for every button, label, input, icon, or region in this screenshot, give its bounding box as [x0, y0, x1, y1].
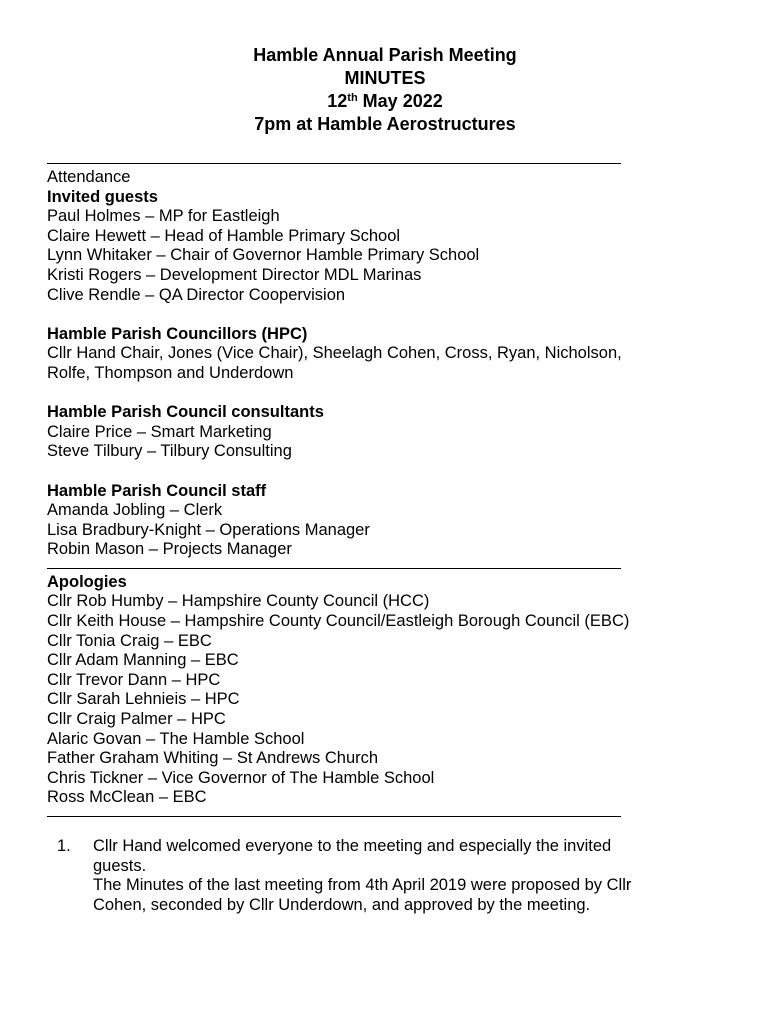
staff-member: Amanda Jobling – Clerk: [47, 501, 223, 520]
item-text-line: Cohen, seconded by Cllr Underdown, and approved by the meeting.: [93, 895, 591, 914]
apologies-heading: Apologies: [47, 572, 127, 591]
document-title: Hamble Annual Parish Meeting: [253, 45, 517, 65]
consultants-heading: Hamble Parish Council consultants: [47, 403, 324, 422]
date-rest: May 2022: [357, 91, 443, 111]
invited-guest: Clive Rendle – QA Director Coopervision: [47, 285, 346, 304]
date-day: 12: [327, 91, 348, 111]
date-suffix: th: [347, 92, 358, 104]
invited-guest: Claire Hewett – Head of Hamble Primary School: [47, 226, 401, 245]
consultant: Claire Price – Smart Marketing: [47, 422, 272, 441]
apology-item: Cllr Tonia Craig – EBC: [47, 631, 212, 650]
document-body: [47, 150, 737, 915]
apology-item: Alaric Govan – The Hamble School: [47, 729, 305, 748]
item-text-line: The Minutes of the last meeting from 4th April 2019 were proposed by Cllr: [93, 876, 632, 895]
staff-member: Lisa Bradbury-Knight – Operations Manager: [47, 520, 370, 539]
apology-item: Cllr Keith House – Hampshire County Council/Eastleigh Borough Council (EBC): [47, 612, 630, 631]
apology-item: Cllr Rob Humby – Hampshire County Council (HCC): [47, 592, 430, 611]
minutes-item-1: [57, 837, 737, 915]
item-text-line: Cllr Hand welcomed everyone to the meeting and especially the invited: [93, 837, 612, 855]
councillors-line: Cllr Hand Chair, Jones (Vice Chair), Sheelagh Cohen, Cross, Ryan, Nicholson,: [47, 344, 622, 363]
attendance-label: Attendance: [47, 168, 131, 186]
item-body: [93, 837, 713, 915]
consultant: Steve Tilbury – Tilbury Consulting: [47, 442, 292, 461]
councillors-heading: Hamble Parish Councillors (HPC): [47, 324, 308, 343]
item-number: 1.: [57, 837, 71, 855]
apology-item: Cllr Craig Palmer – HPC: [47, 710, 226, 729]
divider: [47, 808, 621, 817]
meeting-date: [0, 90, 770, 113]
divider: [47, 150, 621, 164]
invited-guest: Lynn Whitaker – Chair of Governor Hamble Primary School: [47, 246, 480, 265]
staff-member: Robin Mason – Projects Manager: [47, 540, 292, 559]
invited-guests-heading: Invited guests: [47, 187, 158, 206]
councillors-line: Rolfe, Thompson and Underdown: [47, 363, 294, 382]
item-text-line: guests.: [93, 856, 147, 875]
document-header: [0, 44, 770, 136]
apology-item: Chris Tickner – Vice Governor of The Hamble School: [47, 768, 435, 787]
apology-item: Cllr Adam Manning – EBC: [47, 651, 239, 670]
divider: [47, 560, 621, 569]
apologies-section: [47, 573, 737, 808]
attendance-section: [47, 168, 737, 560]
apology-item: Cllr Sarah Lehnieis – HPC: [47, 690, 240, 709]
document-subtitle: MINUTES: [344, 68, 426, 88]
meeting-time-location: 7pm at Hamble Aerostructures: [254, 114, 516, 134]
staff-heading: Hamble Parish Council staff: [47, 481, 267, 500]
apology-item: Cllr Trevor Dann – HPC: [47, 670, 221, 689]
invited-guest: Paul Holmes – MP for Eastleigh: [47, 207, 280, 226]
invited-guest: Kristi Rogers – Development Director MDL Marinas: [47, 265, 422, 284]
apology-item: Ross McClean – EBC: [47, 788, 207, 807]
apology-item: Father Graham Whiting – St Andrews Church: [47, 749, 379, 768]
